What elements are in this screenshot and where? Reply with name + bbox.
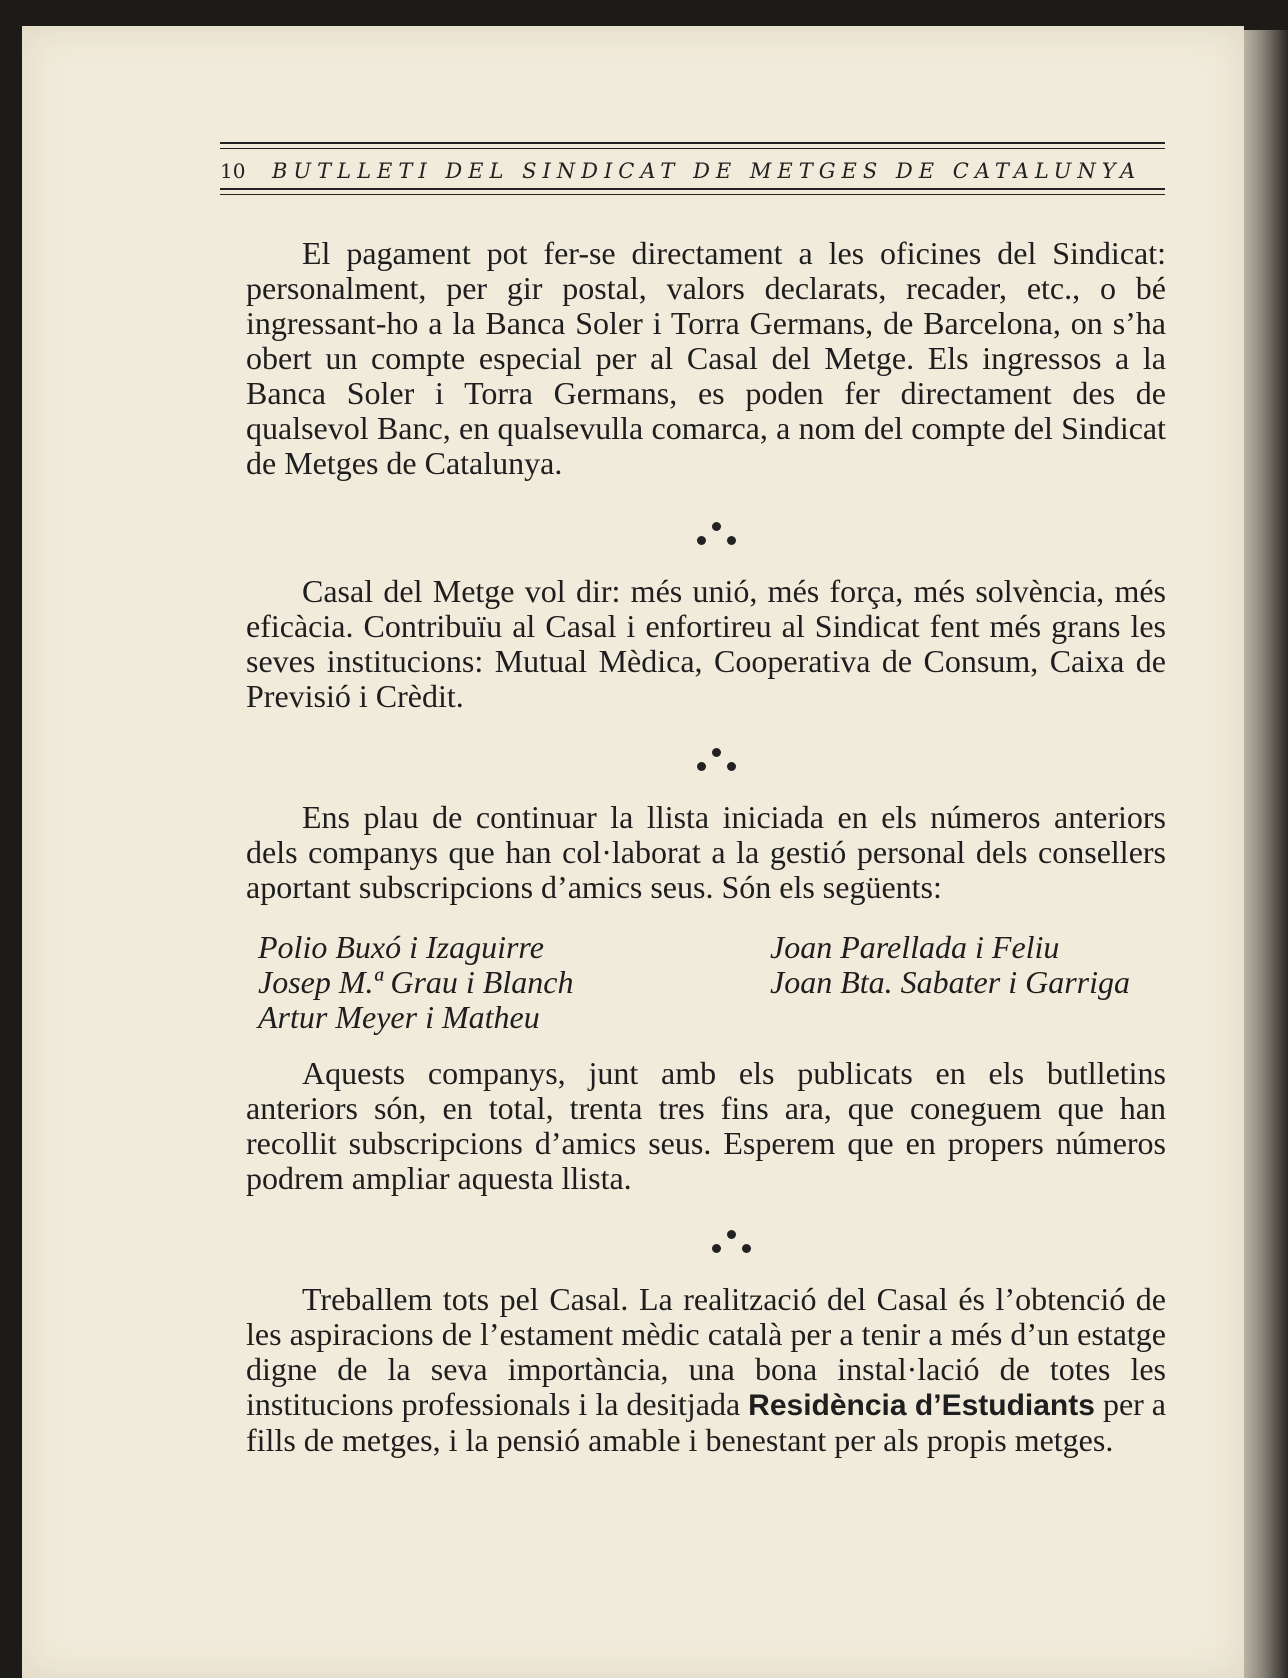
paragraph-list-intro: Ens plau de continuar la llista iniciada en els números anteriors dels companys que han col·laborat a la gestió personal dels consellers aportant subscripcions d’amics seus. Són els següents: <box>246 799 1166 905</box>
header-row <box>220 156 1165 186</box>
paragraph-text: per a fills de metges, i la pensió amable i benestant per als propis metges. <box>246 1386 1167 1458</box>
header-rule <box>220 142 1165 144</box>
contributors-column-left <box>258 930 573 1035</box>
residence-name: Residència d’Estudiants <box>748 1389 1095 1422</box>
header-rule <box>220 194 1165 195</box>
contributor-name: Artur Meyer i Matheu <box>258 999 540 1035</box>
paragraph-payment: El pagament pot fer-se directament a les oficines del Sindicat: personalment, per gir postal, valors declarats, recader, etc., o bé ingressant-ho a la Banca Soler i Torra Germans, de Barcelona, on s’ha obert un compte especial per al Casal del Metge. Els ingressos a la Banca Soler i Torra Germans, es poden fer directament des de qualsevol Banc, en qualsevulla comarca, a nom del compte del Sindicat de Metges de Catalunya. <box>246 235 1166 481</box>
contributor-name: Joan Bta. Sabater i Garriga <box>770 964 1130 1000</box>
section-separator-dots <box>697 748 737 778</box>
header-rule <box>220 148 1165 149</box>
section-separator-dots <box>712 1230 752 1260</box>
section-separator-dots <box>697 522 737 552</box>
page-number: 10 <box>220 159 246 183</box>
paragraph-work-for-casal <box>246 1282 1166 1458</box>
running-title: BUTLLETI DEL SINDICAT DE METGES DE CATALUNYA <box>272 159 1142 183</box>
page-header <box>220 136 1165 198</box>
paragraph-companions-total: Aquests companys, junt amb els publicats en els butlletins anteriors són, en total, trenta tres fins ara, que coneguem que han recollit subscripcions d’amics seus. Esperem que en propers números podrem ampliar aquesta llista. <box>246 1055 1166 1196</box>
header-rule <box>220 188 1165 190</box>
page-edge <box>1244 30 1288 1678</box>
paragraph-casal-meaning: Casal del Metge vol dir: més unió, més força, més solvència, més eficàcia. Contribuïu al Casal i enfortireu al Sindicat fent més grans les seves institucions: Mutual Mèdica, Cooperativa de Consum, Caixa de Previsió i Crèdit. <box>246 573 1166 714</box>
paragraph-text: Treballem tots pel Casal. La realització del Casal és l’obtenció de les aspiracions de l’estament mèdic català per a tenir a més d’un estatge digne de la seva importància, una bona instal·lació de totes les institucions professionals i la desitjada <box>246 1281 1166 1422</box>
contributor-name: Polio Buxó i Izaguirre <box>258 929 544 965</box>
contributors-column-right <box>770 930 1130 1000</box>
contributor-name: Josep M.ª Grau i Blanch <box>258 964 574 1000</box>
contributor-name: Joan Parellada i Feliu <box>770 929 1060 965</box>
